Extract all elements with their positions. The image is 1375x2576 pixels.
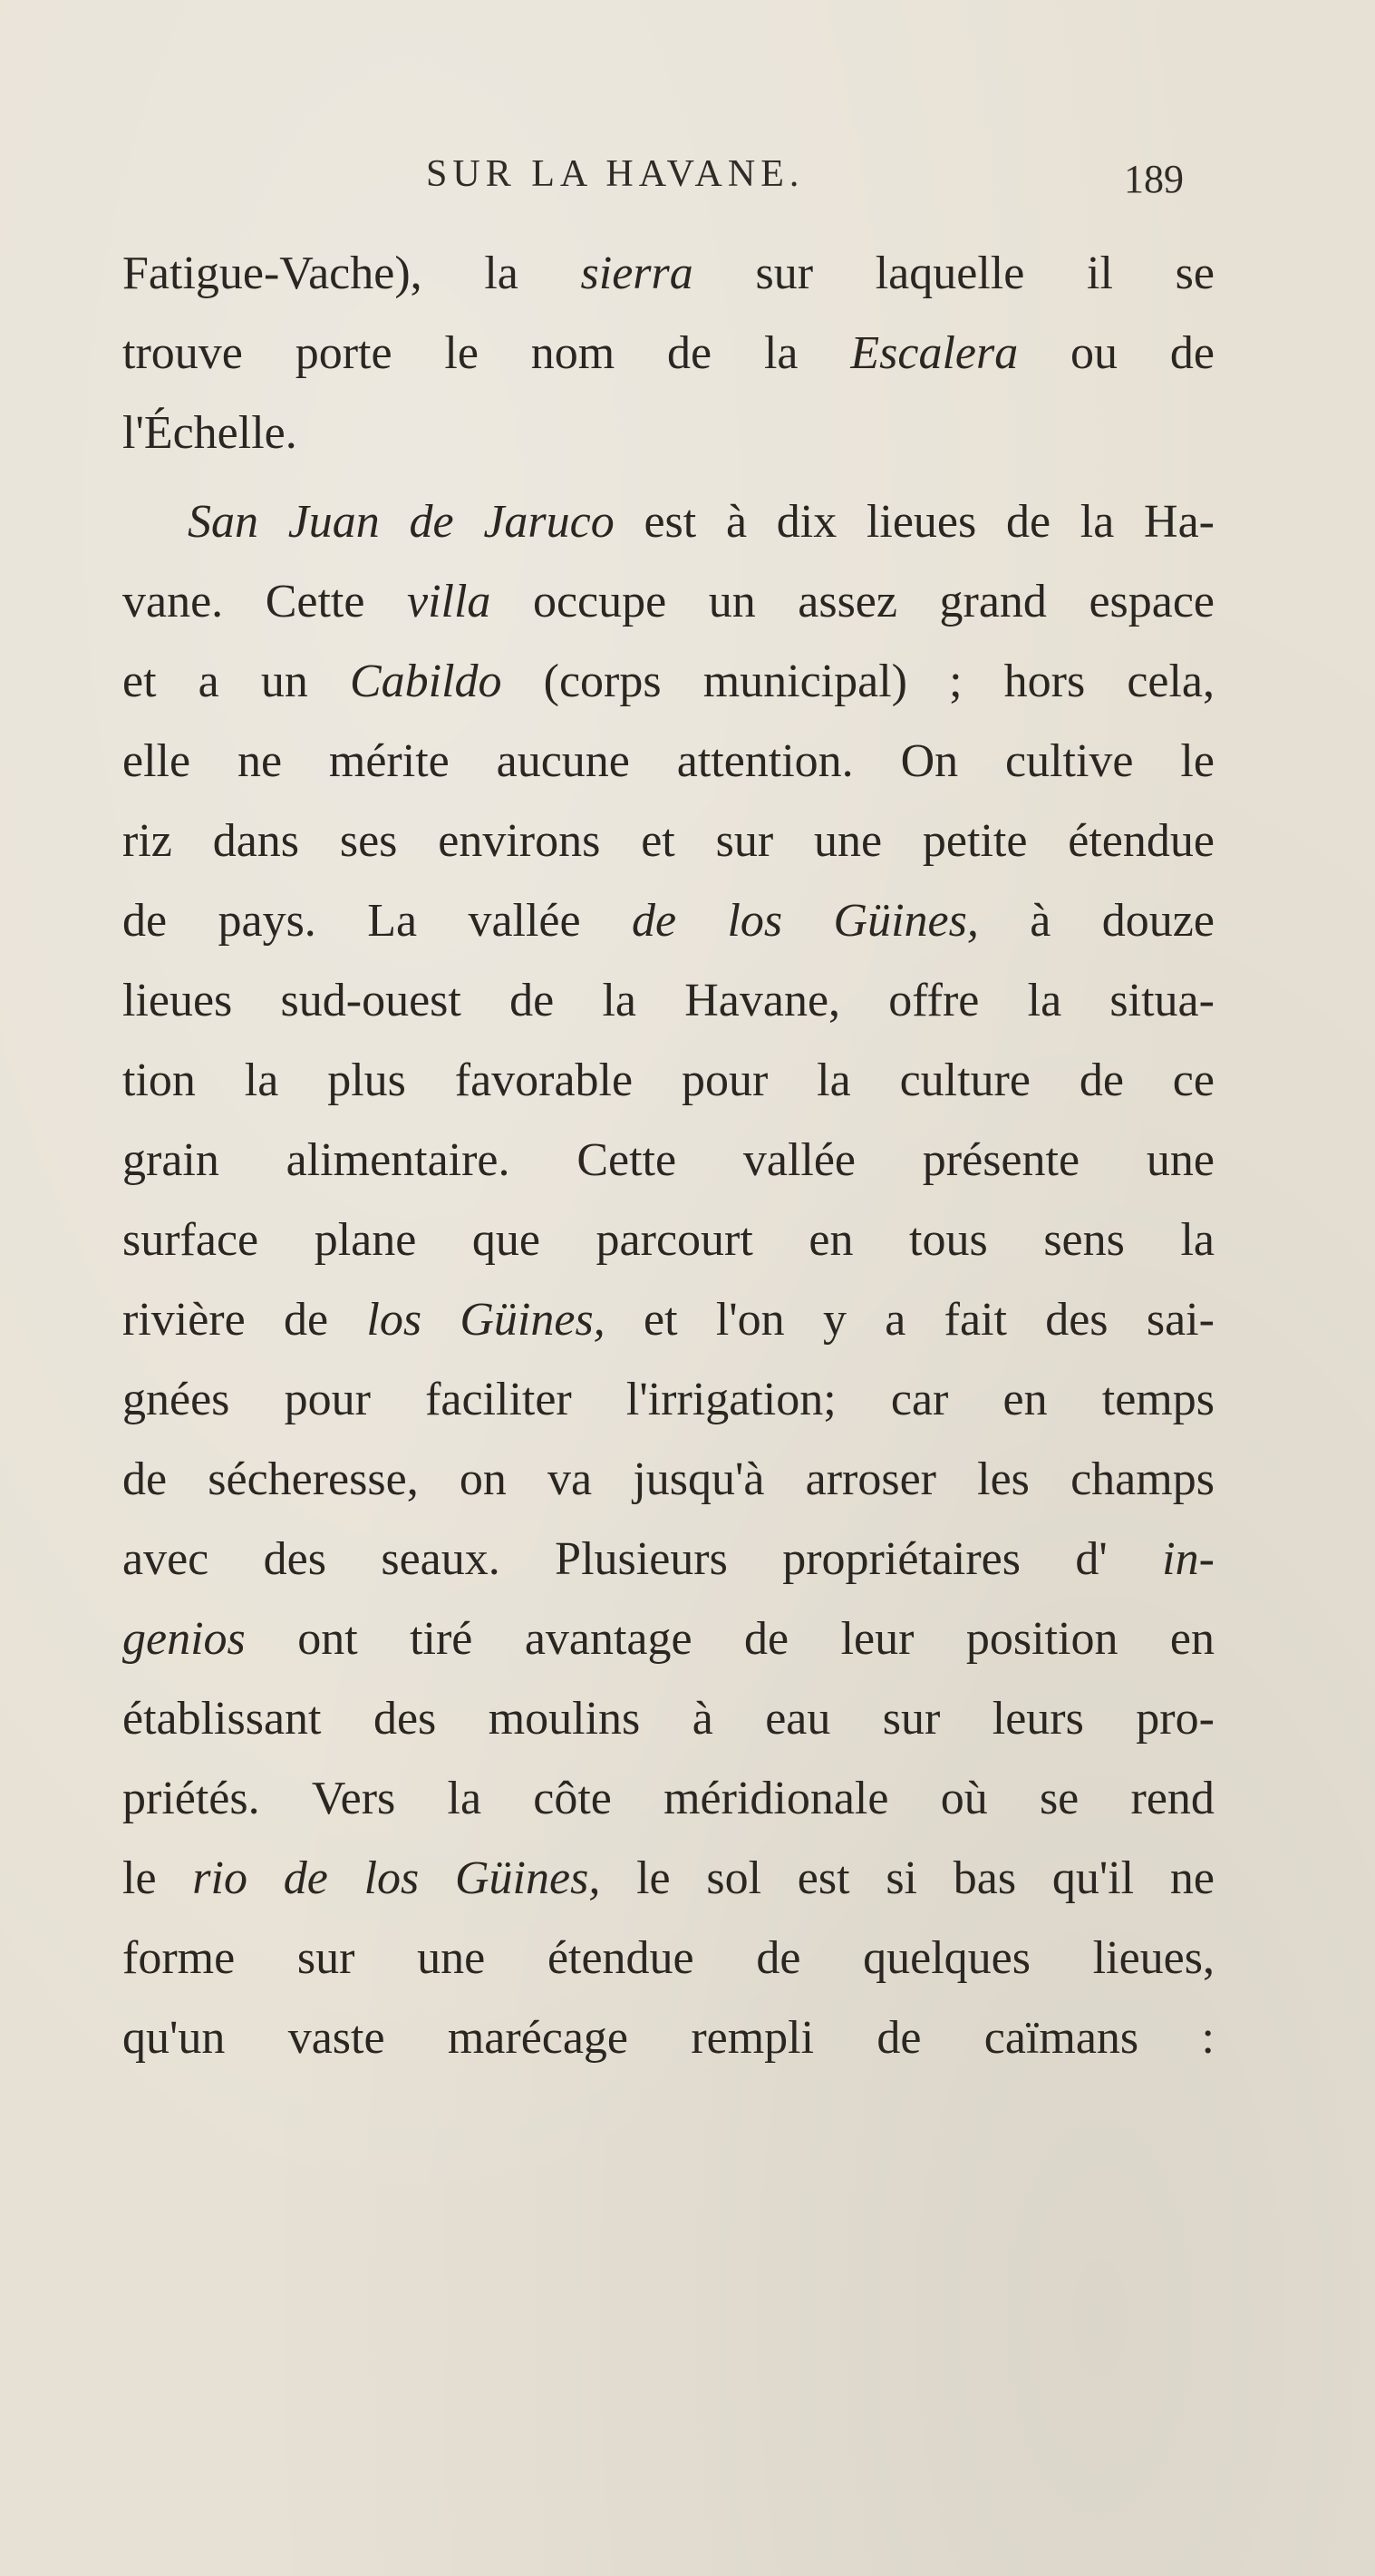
word: de (283, 1294, 329, 1346)
word: petite (922, 815, 1028, 867)
word: se (1039, 1773, 1080, 1824)
word: de (876, 2012, 922, 2064)
running-head: SUR LA HAVANE. (426, 153, 805, 195)
word: a (198, 656, 219, 707)
word: le (1180, 735, 1215, 787)
word: tous (909, 1214, 988, 1266)
word: en (1002, 1374, 1048, 1425)
word: des (373, 1693, 437, 1745)
word: en (1169, 1613, 1215, 1665)
word: va (547, 1453, 593, 1505)
word: pour (681, 1055, 769, 1106)
word: sur (715, 815, 774, 867)
word: On (900, 735, 959, 787)
word: cultive (1005, 735, 1134, 787)
word: culture (899, 1055, 1031, 1106)
text-line (122, 234, 1215, 314)
word: de (509, 975, 555, 1026)
word: grain (122, 1134, 219, 1186)
word: la (817, 1055, 851, 1106)
word: la (244, 1055, 279, 1106)
word: de (1079, 1055, 1124, 1106)
text-line (122, 1919, 1215, 1998)
word: de (409, 496, 454, 548)
word: favorable (454, 1055, 634, 1106)
word: de (283, 1852, 328, 1904)
word: fait (944, 1294, 1007, 1346)
word: faciliter (425, 1374, 572, 1425)
word: gnées (122, 1374, 230, 1425)
word: une (813, 815, 883, 867)
text-line (122, 1679, 1215, 1759)
word: sud-ouest (280, 975, 461, 1026)
word: à (692, 1693, 713, 1745)
word: la (484, 248, 518, 299)
word: porte (295, 327, 392, 379)
word: ont (297, 1613, 358, 1665)
word: champs (1070, 1453, 1215, 1505)
word: eau (765, 1693, 831, 1745)
text-line (122, 961, 1215, 1041)
word: la (1080, 496, 1115, 548)
word: Fatigue-Vache), (122, 248, 422, 299)
word: de (667, 327, 712, 379)
word: établissant (122, 1693, 322, 1745)
word: parcourt (596, 1214, 753, 1266)
text-line (122, 1041, 1215, 1121)
word: Havane, (684, 975, 841, 1026)
word: des (263, 1533, 326, 1585)
text-line (122, 802, 1215, 881)
word: espace (1089, 576, 1215, 627)
word: et (643, 1294, 678, 1346)
word: laquelle (875, 248, 1025, 299)
word: municipal) (702, 656, 907, 707)
word: grand (939, 576, 1047, 627)
text-line (122, 642, 1215, 722)
text-line (122, 482, 1215, 562)
word: Plusieurs (555, 1533, 728, 1585)
text-line (122, 314, 1215, 394)
word: bas (953, 1852, 1017, 1904)
word: los (363, 1852, 420, 1904)
word: elle (122, 735, 191, 787)
word: (corps (543, 656, 662, 707)
word: d' (1075, 1533, 1108, 1585)
word: de (122, 1453, 168, 1505)
word: sens (1043, 1214, 1125, 1266)
word: la (447, 1773, 482, 1824)
word: sierra (580, 248, 693, 299)
page-header (0, 152, 1375, 207)
word: plane (314, 1214, 417, 1266)
word: priétés. (122, 1773, 260, 1824)
word: présente (922, 1134, 1080, 1186)
body-text (122, 234, 1215, 2078)
text-line (122, 1520, 1215, 1599)
word: plus (327, 1055, 406, 1106)
text-line (122, 562, 1215, 642)
text-line (122, 1121, 1215, 1201)
word: nom (530, 327, 615, 379)
word: sol (706, 1852, 762, 1904)
word: Güines, (460, 1294, 605, 1346)
word: sai- (1146, 1294, 1215, 1346)
word: tiré (410, 1613, 473, 1665)
word: lieues (866, 496, 977, 548)
word: pro- (1136, 1693, 1215, 1745)
word: de (756, 1932, 801, 1984)
word: les (977, 1453, 1030, 1505)
word: Cabildo (349, 656, 502, 707)
word: ce (1172, 1055, 1215, 1106)
word: côte (533, 1773, 612, 1824)
word: le (122, 1852, 157, 1904)
word: ne (237, 735, 283, 787)
word: y (822, 1294, 847, 1346)
word: attention. (676, 735, 854, 787)
word: jusqu'à (633, 1453, 765, 1505)
word: avec (122, 1533, 209, 1585)
text-line (122, 881, 1215, 961)
word: un (260, 656, 308, 707)
word: de (631, 895, 677, 947)
word: la (1027, 975, 1062, 1026)
word: pays. (218, 895, 316, 947)
word: Cette (265, 576, 365, 627)
word: hors (1003, 656, 1086, 707)
text-line (122, 1201, 1215, 1280)
word: l'on (715, 1294, 785, 1346)
word: dans (212, 815, 300, 867)
word: avantage (524, 1613, 692, 1665)
word: quelques (863, 1932, 1031, 1984)
word: in- (1162, 1533, 1215, 1585)
word: méridionale (663, 1773, 889, 1824)
word: il (1087, 248, 1113, 299)
page-number: 189 (1124, 157, 1184, 201)
word: rempli (691, 2012, 815, 2064)
word: offre (888, 975, 980, 1026)
word: pour (284, 1374, 371, 1425)
word: rio (192, 1852, 247, 1904)
word: l'Échelle. (122, 407, 297, 459)
word: de (1169, 327, 1215, 379)
word: qu'un (122, 2012, 226, 2064)
word: une (417, 1932, 486, 1984)
word: genios (122, 1613, 246, 1665)
word: la (602, 975, 636, 1026)
word: cela, (1127, 656, 1215, 707)
word: est (644, 496, 697, 548)
word: environs (438, 815, 601, 867)
word: car (890, 1374, 949, 1425)
word: mérite (328, 735, 450, 787)
word: dix (776, 496, 838, 548)
word: situa- (1109, 975, 1215, 1026)
word: leur (840, 1613, 915, 1665)
word: occupe (532, 576, 667, 627)
word: aucune (496, 735, 630, 787)
word: a (885, 1294, 906, 1346)
word: sur (755, 248, 814, 299)
word: si (886, 1852, 917, 1904)
word: de (744, 1613, 789, 1665)
word: Güines, (833, 895, 979, 947)
word: ses (339, 815, 398, 867)
word: que (471, 1214, 540, 1266)
word: San (188, 496, 258, 548)
word: temps (1101, 1374, 1215, 1425)
word: forme (122, 1932, 236, 1984)
word: villa (406, 576, 491, 627)
word: vaste (287, 2012, 385, 2064)
text-line (122, 1440, 1215, 1520)
word: surface (122, 1214, 259, 1266)
word: moulins (488, 1693, 641, 1745)
text-line (122, 1839, 1215, 1919)
word: sur (882, 1693, 941, 1745)
word: Juan (287, 496, 380, 548)
word: caïmans (983, 2012, 1139, 2064)
word: lieues, (1092, 1932, 1215, 1984)
word: rend (1130, 1773, 1215, 1824)
word: lieues (122, 975, 233, 1026)
word: le (444, 327, 479, 379)
word: à (725, 496, 748, 548)
word: assez (798, 576, 897, 627)
word: étendue (1068, 815, 1215, 867)
word: le (636, 1852, 671, 1904)
word: ne (1169, 1852, 1215, 1904)
word: vallée (468, 895, 581, 947)
word: douze (1101, 895, 1215, 947)
word: sur (296, 1932, 355, 1984)
word: rivière (122, 1294, 246, 1346)
word: los (727, 895, 783, 947)
word: seaux. (381, 1533, 500, 1585)
word: propriétaires (782, 1533, 1022, 1585)
word: est (797, 1852, 850, 1904)
word: une (1146, 1134, 1215, 1186)
word: ou (1070, 327, 1118, 379)
word: trouve (122, 327, 243, 379)
word: se (1175, 248, 1215, 299)
word: Güines, (455, 1852, 601, 1904)
word: los (366, 1294, 422, 1346)
word: marécage (447, 2012, 629, 2064)
text-line (122, 1360, 1215, 1440)
word: l'irrigation; (625, 1374, 837, 1425)
word: Vers (311, 1773, 396, 1824)
word: qu'il (1051, 1852, 1135, 1904)
word: leurs (992, 1693, 1084, 1745)
word: et (641, 815, 675, 867)
word: de (1005, 496, 1051, 548)
word: vallée (742, 1134, 856, 1186)
text-line (122, 1599, 1215, 1679)
word: tion (122, 1055, 196, 1106)
text-line (122, 722, 1215, 802)
word: la (1180, 1214, 1215, 1266)
word: ; (949, 656, 963, 707)
word: La (367, 895, 418, 947)
word: en (809, 1214, 854, 1266)
text-line (122, 1759, 1215, 1839)
word: arroser (805, 1453, 936, 1505)
text-line (122, 1280, 1215, 1360)
word: sécheresse, (208, 1453, 419, 1505)
word: riz (122, 815, 172, 867)
word: et (122, 656, 157, 707)
word: la (763, 327, 799, 379)
word: Cette (576, 1134, 677, 1186)
word: à (1030, 895, 1051, 947)
text-line (122, 394, 1215, 473)
word: Ha- (1144, 496, 1215, 548)
word: un (708, 576, 756, 627)
word: étendue (547, 1932, 694, 1984)
word: : (1201, 2012, 1215, 2064)
text-line (122, 1998, 1215, 2078)
word: on (459, 1453, 507, 1505)
word: des (1045, 1294, 1109, 1346)
word: vane. (122, 576, 224, 627)
word: alimentaire. (286, 1134, 510, 1186)
word: position (965, 1613, 1118, 1665)
word: Escalera (850, 327, 1019, 379)
word: de (122, 895, 168, 947)
word: Jaruco (483, 496, 615, 548)
word: où (940, 1773, 988, 1824)
